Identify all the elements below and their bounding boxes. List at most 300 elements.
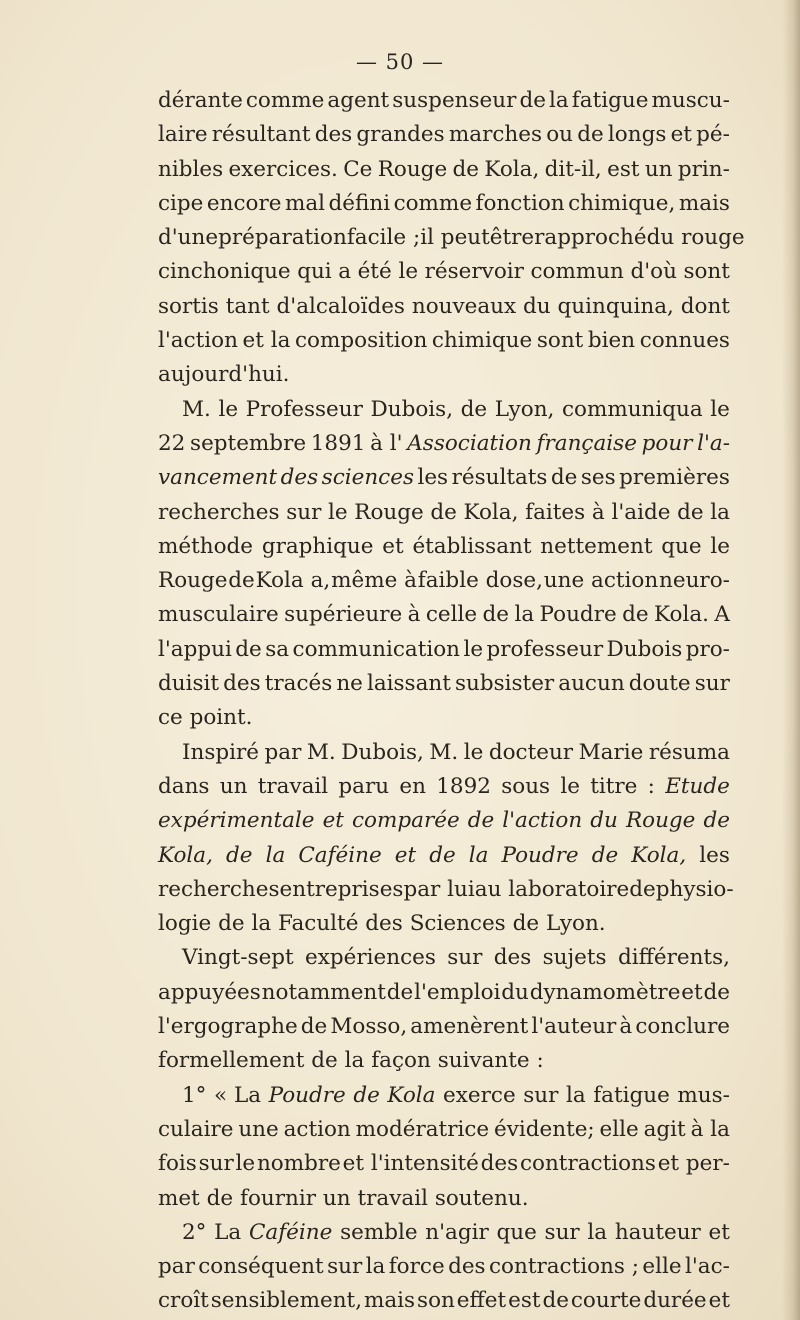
word: Kola, [484,156,540,182]
word: docteur [488,739,574,765]
word: des [223,671,261,697]
word: travail [257,773,329,799]
word: graphique [261,533,374,559]
text-line [158,1044,730,1078]
word: neuro- [659,568,730,594]
word: de [452,156,479,182]
text-line [158,187,730,221]
word: préparation [218,225,347,251]
text-line [158,1079,730,1113]
word: bien [587,328,636,354]
word: ce point. [158,705,253,731]
word: sur [286,499,322,525]
word: une action [543,568,659,594]
word: Caféine [248,1219,333,1245]
word: duisit [158,671,220,697]
text-line [158,770,730,804]
word: met [158,1185,200,1211]
word: aucun [558,671,625,697]
word: de [703,808,730,834]
text-line [158,907,730,941]
word: professeur [486,636,604,662]
word: la [251,911,272,937]
word: sortis [158,293,219,319]
word: subsister [454,671,555,697]
word: la [514,602,535,628]
word: Professeur [245,396,363,422]
word: dérante [158,88,243,113]
word: son [417,1288,455,1314]
word: des [448,1254,486,1280]
word: et [681,979,703,1005]
word: grandes [356,122,445,148]
word: de [353,1082,380,1108]
word: la [344,1048,365,1074]
word: réservoir [424,259,524,285]
word: exercices. [228,156,338,182]
word: à [619,1014,633,1040]
word: l'appui [158,636,232,662]
word: l'ergographe [158,1014,298,1040]
word: sujets [542,945,607,971]
word: Poudre [501,842,579,868]
word: par [264,739,302,765]
text-line [158,1250,730,1284]
word: nombre [256,1151,341,1177]
word: rapproché [534,225,647,251]
word: que [496,1219,537,1245]
word: d'alcaloïdes [276,293,405,319]
word: expériences [305,945,436,971]
word: Kola, [158,842,213,868]
word: d'une [158,225,219,251]
word: n'agir [425,1219,489,1245]
word: été le [357,259,419,285]
word: 1° [182,1082,207,1108]
word: agit [643,1116,686,1142]
word: de [467,808,495,834]
word: sont [683,259,730,285]
text-line [158,1113,730,1147]
text-line [158,221,745,255]
word: du [590,808,618,834]
word: et l'intensité [342,1151,479,1177]
word: et [670,122,692,148]
word: sur [447,945,483,971]
text-line [158,633,730,667]
word: en [399,773,426,799]
word: dit-il, [544,156,602,182]
word: Rouge [354,499,424,525]
word: et [708,1219,730,1245]
text-line [158,736,730,770]
word: la [565,1082,586,1108]
text-line [158,1216,730,1250]
word: 22 [158,430,186,456]
word: le [710,396,730,422]
word: défini [328,190,391,216]
word: paru [338,773,390,799]
text-line [158,564,730,598]
word: évidente; [493,1116,595,1142]
word: expérimentale [158,808,315,834]
word: de [386,979,414,1005]
word: Kola [387,1082,436,1108]
word: à l' [370,430,403,456]
word: et per- [657,1151,730,1177]
word: « La [213,1082,262,1108]
word: pro- [685,636,730,662]
word: et [708,1288,730,1314]
word: force [388,1254,445,1280]
word: effet [456,1288,507,1314]
word: semble [340,1219,418,1245]
word: établissant [412,533,532,559]
word: du rouge [646,225,745,251]
word: ne [336,671,363,697]
text-line [158,496,730,530]
word: Association [407,430,532,456]
word: Sciences [409,911,506,937]
word: composition [295,328,428,354]
word: Rouge [625,808,696,834]
word: de [622,602,649,628]
word: Dubois, [370,396,454,422]
word: la [365,1254,386,1280]
word: l'emploi [414,979,501,1005]
word: Kola, [463,499,519,525]
word: sur [523,1082,559,1108]
word: faites [525,499,586,525]
word: pour [641,430,693,456]
word: tant [225,293,270,319]
word: Inspiré [182,739,260,765]
word: elle [642,1254,682,1280]
text-line [158,941,730,975]
word: différents, [617,945,730,971]
word: de [460,396,488,422]
word: le [463,636,484,662]
word: aujourd'hui. [158,362,290,388]
word: le [235,1151,256,1177]
word: la [710,499,730,525]
text-line [158,839,730,873]
word: du [501,979,529,1005]
word: La [214,1219,242,1245]
word: muscu- [651,88,730,113]
word: croît [158,1288,209,1314]
word: un [219,773,248,799]
word: recherches [158,876,280,902]
word: Vingt-sept [182,945,294,971]
word: Lyon, [494,396,555,422]
word: mais [363,1288,416,1314]
word: M. [429,739,459,765]
word: prin- [677,156,730,182]
word: communication [292,636,461,662]
word: M. [182,396,211,422]
word: Rouge [377,156,448,182]
word: doute [628,671,691,697]
word: musculaire [158,602,279,628]
word: facile ; [346,225,421,251]
word: de [228,568,255,594]
word: tracés [264,671,333,697]
word: le [560,773,580,799]
text-line [158,118,730,152]
text-line [158,393,730,427]
word: l'ac- [685,1254,730,1280]
word: l'action [158,328,238,354]
word: comme [393,190,473,216]
word: est [607,156,640,182]
word: logie [158,911,212,937]
word: commun [530,259,624,285]
word: au laboratoire [474,876,630,902]
word: cipe [158,190,204,216]
word: agent [327,88,390,113]
word: par [158,1254,195,1280]
text-line [158,324,730,358]
word: Dubois, [341,739,424,765]
word: chimique, [568,190,676,216]
word: notamment [261,979,386,1005]
word: contractions [519,1151,656,1177]
text-line [158,255,730,289]
word: à la [690,1116,730,1142]
word: de [519,88,546,113]
word: l'action [502,808,583,834]
word: faible dose, [417,568,543,594]
word: Etude [665,773,730,799]
word: 2° [182,1219,207,1245]
word: le [218,396,239,422]
word: résuma [648,739,730,765]
word: 1891 [310,430,366,456]
word: Dubois [606,636,683,662]
word: titre [590,773,638,799]
word: ses [580,465,616,491]
word: formellement [158,1048,305,1074]
word: 1892 [436,773,491,799]
word: quinquina, [557,293,674,319]
page-edge-shadow [782,0,800,1320]
word: un [322,1185,351,1211]
word: amenèrent [410,1014,529,1040]
word: la [587,1219,608,1245]
text-line [158,427,730,461]
word: septembre [190,430,307,456]
word: même à [331,568,417,594]
word: sur [198,1151,234,1177]
word: qui [297,259,332,285]
word: et [382,533,404,559]
word: l'auteur [531,1014,617,1040]
word: action [283,1116,351,1142]
word: mais [678,190,730,216]
word: l'a- [697,430,730,456]
word: communiqua [561,396,703,422]
word: des [314,122,353,148]
word: de [512,911,540,937]
word: supérieure [284,602,403,628]
word: à l'aide [591,499,671,525]
text-line [158,1010,730,1044]
word: contractions ; [488,1254,640,1280]
word: marches [448,122,542,148]
word: mus- [677,1082,730,1108]
word: sur [694,671,730,697]
word: de [430,499,457,525]
word: des [493,945,532,971]
word: durée [643,1288,707,1314]
word: le [710,533,730,559]
word: encore [206,190,282,216]
word: un [644,156,673,182]
text-line [158,976,730,1010]
word: de [235,636,262,662]
word: de [577,122,604,148]
word: les [417,465,449,491]
word: Marie [578,739,644,765]
word: suspenseur [392,88,517,113]
word: de [542,1288,569,1314]
word: dans [158,773,210,799]
word: la [549,88,569,113]
word: longs [607,122,667,148]
word: le [463,739,484,765]
word: appuyées [158,979,261,1005]
word: de [482,602,510,628]
word: de [226,842,253,868]
word: Mosso, [330,1014,408,1040]
text-line [158,873,734,907]
word: mal [284,190,326,216]
text-line [158,530,730,564]
word: culaire [158,1116,234,1142]
word: de [429,842,456,868]
text-line [158,1147,730,1181]
word: sciences [321,465,414,491]
word: fournir [240,1185,317,1211]
word: Ce [343,156,373,182]
word: ou [546,122,573,148]
word: et [322,808,344,834]
word: et [394,842,417,868]
word: courte [570,1288,642,1314]
word: une [238,1116,279,1142]
word: par lui [403,876,475,902]
word: de [550,465,578,491]
word: et la [242,328,291,354]
word: pé- [696,122,730,148]
body-text [158,84,745,1319]
word: conséquent [198,1254,324,1280]
word: Poudre [539,602,617,628]
word: Caféine [298,842,382,868]
word: Rouge [158,568,228,594]
word: comme [245,88,325,113]
word: soutenu. [434,1185,529,1211]
word: laissant [366,671,451,697]
word: sur [544,1219,580,1245]
word: connues [639,328,730,354]
word: travail [357,1185,428,1211]
text-line [158,153,730,187]
word: A [714,602,730,628]
word: Poudre [268,1082,346,1108]
word: résultant [211,122,311,148]
word: Kola a, [255,568,331,594]
text-line [158,290,730,324]
word: sensiblement, [210,1288,363,1314]
word: cinchonique [158,259,291,285]
word: fatigue [593,1082,670,1108]
word: résultats [451,465,548,491]
word: premières [619,465,730,491]
word: nouveaux [411,293,517,319]
word: du [523,293,551,319]
word: fatigue [571,88,649,113]
word: française [536,430,637,456]
word: fonction [475,190,565,216]
word: sa [265,636,290,662]
word: sur [327,1254,363,1280]
word: : [647,773,655,799]
word: être [489,225,535,251]
word: des [365,911,403,937]
word: fois [158,1151,197,1177]
text-line [158,358,730,392]
word: recherches [158,499,280,525]
word: Kola. [654,602,709,628]
word: de [218,911,245,937]
word: nibles [158,156,224,182]
word: le [328,499,348,525]
word: dont [680,293,730,319]
word: laire [158,122,208,148]
word: hauteur [614,1219,701,1245]
word: est [508,1288,541,1314]
word: de [703,979,730,1005]
word: de [206,1185,234,1211]
word: Faculté [278,911,359,937]
word: comparée [351,808,460,834]
word: sous [501,773,551,799]
word: de [677,499,704,525]
text-line [158,598,730,632]
word: de [300,1014,328,1040]
text-line [158,667,730,701]
word: entreprises [279,876,404,902]
word: des [280,465,319,491]
word: elle [599,1116,639,1142]
word: de [629,876,656,902]
word: sont [536,328,584,354]
word: exerce [443,1082,516,1108]
word: M. [306,739,336,765]
word: de [591,842,619,868]
word: il peut [420,225,490,251]
word: des [480,1151,519,1177]
word: suivante [437,1048,530,1074]
text-line [158,804,730,838]
text-line [158,1284,730,1318]
word: Lyon. [545,911,606,937]
word: à [407,602,421,628]
text-line [158,461,730,495]
word: a [338,259,352,285]
